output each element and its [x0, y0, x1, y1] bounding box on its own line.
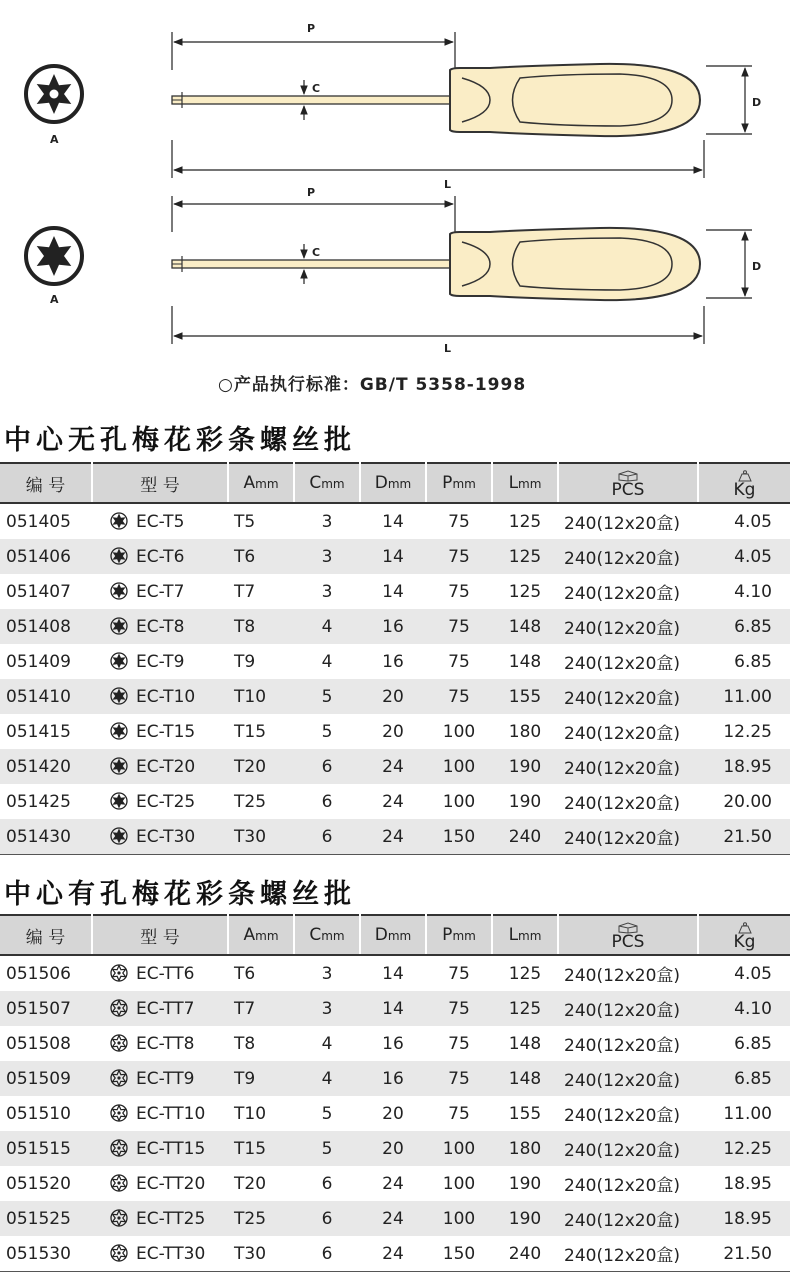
cell-c: 5 — [294, 679, 360, 714]
cell-l: 125 — [508, 511, 542, 532]
header-p: Pmm — [426, 915, 492, 955]
cell-c: 5 — [321, 1103, 333, 1124]
cell-p: 75 — [426, 679, 492, 714]
cell-c: 3 — [321, 581, 333, 602]
cell-a: T7 — [228, 991, 294, 1026]
cell-l: 155 — [492, 679, 558, 714]
cell-p: 75 — [448, 963, 470, 984]
cell-c: 4 — [294, 609, 360, 644]
cell-a: T20 — [228, 749, 294, 784]
cell-kg: 11.00 — [698, 679, 790, 714]
cell-p: 75 — [448, 581, 470, 602]
cell-kg: 6.85 — [698, 609, 790, 644]
table-row — [0, 1026, 790, 1061]
cell-model: EC-TT25 — [92, 1201, 228, 1236]
cell-c: 4 — [321, 651, 333, 672]
table-row — [0, 503, 790, 539]
cell-model: EC-T8 — [92, 609, 228, 644]
cell-code: 051410 — [0, 679, 92, 714]
cell-l: 190 — [492, 1201, 558, 1236]
cell-code: 051420 — [0, 749, 92, 784]
cell-p: 150 — [426, 819, 492, 855]
header-code: 编 号 — [0, 463, 92, 503]
cell-model: EC-T7 — [92, 574, 228, 609]
cell-c: 6 — [294, 819, 360, 855]
cell-p: 150 — [426, 1236, 492, 1272]
cell-c: 6 — [321, 1173, 333, 1194]
cell-l: 125 — [508, 963, 542, 984]
cell-pcs: 240(12x20盒) — [564, 654, 681, 674]
cell-code: 051415 — [6, 721, 71, 742]
label-d-top: D — [752, 96, 762, 109]
table-row — [0, 991, 790, 1026]
solid-torx-icon — [110, 792, 136, 812]
cell-c: 6 — [294, 1236, 360, 1272]
solid-torx-icon — [110, 582, 136, 602]
table-header-row — [0, 463, 790, 503]
cell-a: T25 — [234, 791, 267, 812]
cell-kg: 18.95 — [723, 1173, 772, 1194]
table-row — [0, 1201, 790, 1236]
cell-pcs: 240(12x20盒) — [558, 749, 698, 784]
cell-l: 148 — [492, 1061, 558, 1096]
cell-kg: 6.85 — [734, 651, 772, 672]
cell-l: 125 — [508, 581, 542, 602]
cell-d: 24 — [360, 1236, 426, 1272]
cell-pcs: 240(12x20盒) — [558, 1131, 698, 1166]
cell-d: 20 — [360, 1131, 426, 1166]
hollow-torx-icon — [110, 1174, 136, 1194]
header-kg: Kg — [698, 915, 790, 955]
cell-a: T5 — [234, 511, 256, 532]
cell-l: 180 — [508, 721, 542, 742]
cell-code: 051507 — [0, 991, 92, 1026]
cell-l: 148 — [508, 1033, 542, 1054]
screwdriver-diagram — [0, 0, 790, 400]
cell-l: 190 — [508, 791, 542, 812]
spec-table-1 — [0, 462, 790, 855]
cell-code: 051525 — [0, 1201, 92, 1236]
header-a: Amm — [228, 915, 294, 955]
spec-table-2 — [0, 914, 790, 1272]
cell-l: 240 — [492, 1236, 558, 1272]
section-title-1: 中心无孔梅花彩条螺丝批 — [4, 425, 356, 456]
cell-pcs: 240(12x20盒) — [558, 609, 698, 644]
cell-p: 75 — [426, 991, 492, 1026]
cell-model: EC-TT9 — [92, 1061, 228, 1096]
cell-model: EC-T25 — [92, 784, 228, 819]
hollow-torx-icon — [26, 66, 82, 122]
label-a-top: A — [50, 133, 59, 146]
hollow-torx-icon — [110, 1069, 136, 1089]
cell-pcs: 240(12x20盒) — [564, 794, 681, 814]
cell-pcs: 240(12x20盒) — [558, 1061, 698, 1096]
cell-p: 100 — [442, 1173, 476, 1194]
cell-c: 4 — [294, 1061, 360, 1096]
cell-kg: 18.95 — [698, 749, 790, 784]
label-p-top: P — [307, 22, 316, 35]
table-row — [0, 1061, 790, 1096]
cell-p: 75 — [426, 1061, 492, 1096]
cell-a: T7 — [234, 581, 256, 602]
cell-code: 051430 — [0, 819, 92, 855]
cell-code: 051509 — [0, 1061, 92, 1096]
hollow-torx-icon — [110, 999, 136, 1019]
cell-a: T30 — [228, 819, 294, 855]
cell-pcs: 240(12x20盒) — [564, 514, 681, 534]
solid-torx-icon — [110, 757, 136, 777]
table-row — [0, 714, 790, 749]
cell-l: 125 — [492, 539, 558, 574]
cell-code: 051407 — [6, 581, 71, 602]
table-row — [0, 784, 790, 819]
cell-c: 3 — [321, 963, 333, 984]
cell-c: 5 — [294, 1131, 360, 1166]
cell-d: 14 — [360, 539, 426, 574]
table-row — [0, 1131, 790, 1166]
cell-pcs: 240(12x20盒) — [564, 724, 681, 744]
cell-p: 100 — [426, 1131, 492, 1166]
cell-pcs: 240(12x20盒) — [564, 1176, 681, 1196]
cell-c: 3 — [294, 539, 360, 574]
cell-p: 75 — [448, 511, 470, 532]
table-row — [0, 1166, 790, 1201]
cell-c: 3 — [321, 511, 333, 532]
header-c: Cmm — [294, 915, 360, 955]
cell-pcs: 240(12x20盒) — [558, 819, 698, 855]
table-row — [0, 819, 790, 855]
cell-kg: 4.05 — [698, 539, 790, 574]
cell-model: EC-T15 — [92, 714, 228, 749]
table-row — [0, 539, 790, 574]
cell-model: EC-TT7 — [92, 991, 228, 1026]
table-row — [0, 955, 790, 991]
cell-code: 051408 — [0, 609, 92, 644]
cell-kg: 11.00 — [723, 1103, 772, 1124]
cell-p: 100 — [442, 721, 476, 742]
cell-a: T8 — [228, 609, 294, 644]
cell-kg: 4.10 — [698, 991, 790, 1026]
cell-l: 148 — [492, 609, 558, 644]
cell-model: EC-TT6 — [92, 955, 228, 991]
cell-p: 75 — [448, 1033, 470, 1054]
cell-kg: 6.85 — [734, 1033, 772, 1054]
hollow-torx-icon — [110, 964, 136, 984]
screwdriver-drawing-bottom — [172, 186, 761, 355]
table-row — [0, 679, 790, 714]
cell-d: 24 — [382, 1173, 404, 1194]
cell-pcs: 240(12x20盒) — [564, 966, 681, 986]
table-row — [0, 1096, 790, 1131]
cell-d: 24 — [382, 791, 404, 812]
cell-a: T15 — [234, 721, 267, 742]
cell-pcs: 240(12x20盒) — [558, 991, 698, 1026]
cell-l: 125 — [492, 991, 558, 1026]
cell-kg: 4.05 — [734, 511, 772, 532]
solid-torx-icon — [110, 827, 136, 847]
cell-code: 051530 — [0, 1236, 92, 1272]
cell-pcs: 240(12x20盒) — [564, 1106, 681, 1126]
cell-kg: 21.50 — [698, 1236, 790, 1272]
solid-torx-icon — [26, 228, 82, 284]
cell-l: 155 — [508, 1103, 542, 1124]
header-code: 编 号 — [0, 915, 92, 955]
cell-d: 14 — [382, 963, 404, 984]
label-l-bottom: L — [444, 342, 452, 355]
cell-p: 100 — [442, 791, 476, 812]
cell-c: 6 — [294, 1201, 360, 1236]
table-row — [0, 609, 790, 644]
header-l: Lmm — [492, 915, 558, 955]
cell-l: 180 — [492, 1131, 558, 1166]
cell-d: 20 — [382, 1103, 404, 1124]
cell-p: 75 — [426, 539, 492, 574]
solid-torx-icon — [110, 652, 136, 672]
cell-kg: 18.95 — [698, 1201, 790, 1236]
cell-kg: 21.50 — [698, 819, 790, 855]
cell-d: 16 — [360, 609, 426, 644]
solid-torx-icon — [110, 687, 136, 707]
cell-model: EC-T10 — [92, 679, 228, 714]
cell-d: 14 — [382, 511, 404, 532]
cell-d: 14 — [360, 991, 426, 1026]
header-c: Cmm — [294, 463, 360, 503]
cell-d: 16 — [382, 651, 404, 672]
label-c-bottom: C — [312, 246, 321, 259]
label-a-bottom: A — [50, 293, 59, 306]
cell-d: 14 — [382, 581, 404, 602]
hollow-torx-icon — [110, 1104, 136, 1124]
cell-pcs: 240(12x20盒) — [558, 539, 698, 574]
cell-d: 20 — [382, 721, 404, 742]
cell-a: T9 — [228, 1061, 294, 1096]
cell-l: 148 — [508, 651, 542, 672]
header-pcs: PCS — [558, 463, 698, 503]
table-row — [0, 1236, 790, 1272]
hollow-torx-icon — [110, 1209, 136, 1229]
cell-a: T6 — [228, 539, 294, 574]
table-row — [0, 749, 790, 784]
cell-pcs: 240(12x20盒) — [564, 1036, 681, 1056]
header-pcs: PCS — [558, 915, 698, 955]
header-d: Dmm — [360, 915, 426, 955]
cell-a: T6 — [234, 963, 256, 984]
cell-p: 100 — [426, 749, 492, 784]
cell-a: T20 — [234, 1173, 267, 1194]
cell-model: EC-T6 — [92, 539, 228, 574]
cell-pcs: 240(12x20盒) — [558, 679, 698, 714]
cell-code: 051515 — [0, 1131, 92, 1166]
cell-code: 051520 — [6, 1173, 71, 1194]
cell-c: 6 — [321, 791, 333, 812]
cell-c: 5 — [321, 721, 333, 742]
cell-d: 16 — [382, 1033, 404, 1054]
cell-pcs: 240(12x20盒) — [558, 1201, 698, 1236]
label-d-bottom: D — [752, 260, 762, 273]
solid-torx-icon — [110, 722, 136, 742]
cell-d: 24 — [360, 819, 426, 855]
solid-torx-icon — [110, 512, 136, 532]
product-standard: ○产品执行标准：GB/T 5358-1998 — [218, 375, 527, 395]
cell-model: EC-T5 — [92, 503, 228, 539]
header-l: Lmm — [492, 463, 558, 503]
cell-a: T15 — [228, 1131, 294, 1166]
cell-model: EC-TT20 — [92, 1166, 228, 1201]
hollow-torx-icon — [110, 1034, 136, 1054]
table-header-row — [0, 915, 790, 955]
header-kg: Kg — [698, 463, 790, 503]
cell-kg: 4.10 — [734, 581, 772, 602]
header-model: 型 号 — [92, 463, 228, 503]
cell-model: EC-TT15 — [92, 1131, 228, 1166]
cell-d: 24 — [360, 749, 426, 784]
cell-p: 75 — [448, 1103, 470, 1124]
cell-kg: 12.25 — [723, 721, 772, 742]
cell-d: 24 — [360, 1201, 426, 1236]
cell-model: EC-TT30 — [92, 1236, 228, 1272]
screwdriver-drawing-top — [172, 22, 761, 191]
cell-l: 190 — [508, 1173, 542, 1194]
cell-code: 051406 — [0, 539, 92, 574]
cell-d: 20 — [360, 679, 426, 714]
cell-model: EC-T20 — [92, 749, 228, 784]
header-a: Amm — [228, 463, 294, 503]
cell-code: 051409 — [6, 651, 71, 672]
label-p-bottom: P — [307, 186, 316, 199]
cell-a: T8 — [234, 1033, 256, 1054]
label-l-top: L — [444, 178, 452, 191]
cell-model: EC-T30 — [92, 819, 228, 855]
cell-p: 75 — [448, 651, 470, 672]
cell-model: EC-T9 — [92, 644, 228, 679]
solid-torx-icon — [110, 547, 136, 567]
cell-kg: 12.25 — [698, 1131, 790, 1166]
header-p: Pmm — [426, 463, 492, 503]
solid-torx-icon — [110, 617, 136, 637]
cell-a: T10 — [228, 679, 294, 714]
cell-a: T10 — [234, 1103, 267, 1124]
hollow-torx-icon — [110, 1139, 136, 1159]
cell-kg: 6.85 — [698, 1061, 790, 1096]
cell-code: 051405 — [6, 511, 71, 532]
cell-pcs: 240(12x20盒) — [558, 1236, 698, 1272]
cell-c: 4 — [321, 1033, 333, 1054]
cell-a: T9 — [234, 651, 256, 672]
cell-model: EC-TT10 — [92, 1096, 228, 1131]
section-title-2: 中心有孔梅花彩条螺丝批 — [4, 879, 356, 910]
cell-code: 051506 — [6, 963, 71, 984]
cell-c: 3 — [294, 991, 360, 1026]
table-row — [0, 644, 790, 679]
cell-model: EC-TT8 — [92, 1026, 228, 1061]
cell-kg: 4.05 — [734, 963, 772, 984]
hollow-torx-icon — [110, 1244, 136, 1264]
cell-a: T25 — [228, 1201, 294, 1236]
header-model: 型 号 — [92, 915, 228, 955]
cell-d: 16 — [360, 1061, 426, 1096]
cell-a: T30 — [228, 1236, 294, 1272]
cell-code: 051508 — [6, 1033, 71, 1054]
cell-c: 6 — [294, 749, 360, 784]
cell-code: 051510 — [6, 1103, 71, 1124]
cell-pcs: 240(12x20盒) — [564, 584, 681, 604]
cell-l: 190 — [492, 749, 558, 784]
cell-p: 100 — [426, 1201, 492, 1236]
cell-p: 75 — [426, 609, 492, 644]
cell-kg: 20.00 — [723, 791, 772, 812]
cell-code: 051425 — [6, 791, 71, 812]
header-d: Dmm — [360, 463, 426, 503]
label-c-top: C — [312, 82, 321, 95]
cell-l: 240 — [492, 819, 558, 855]
table-row — [0, 574, 790, 609]
